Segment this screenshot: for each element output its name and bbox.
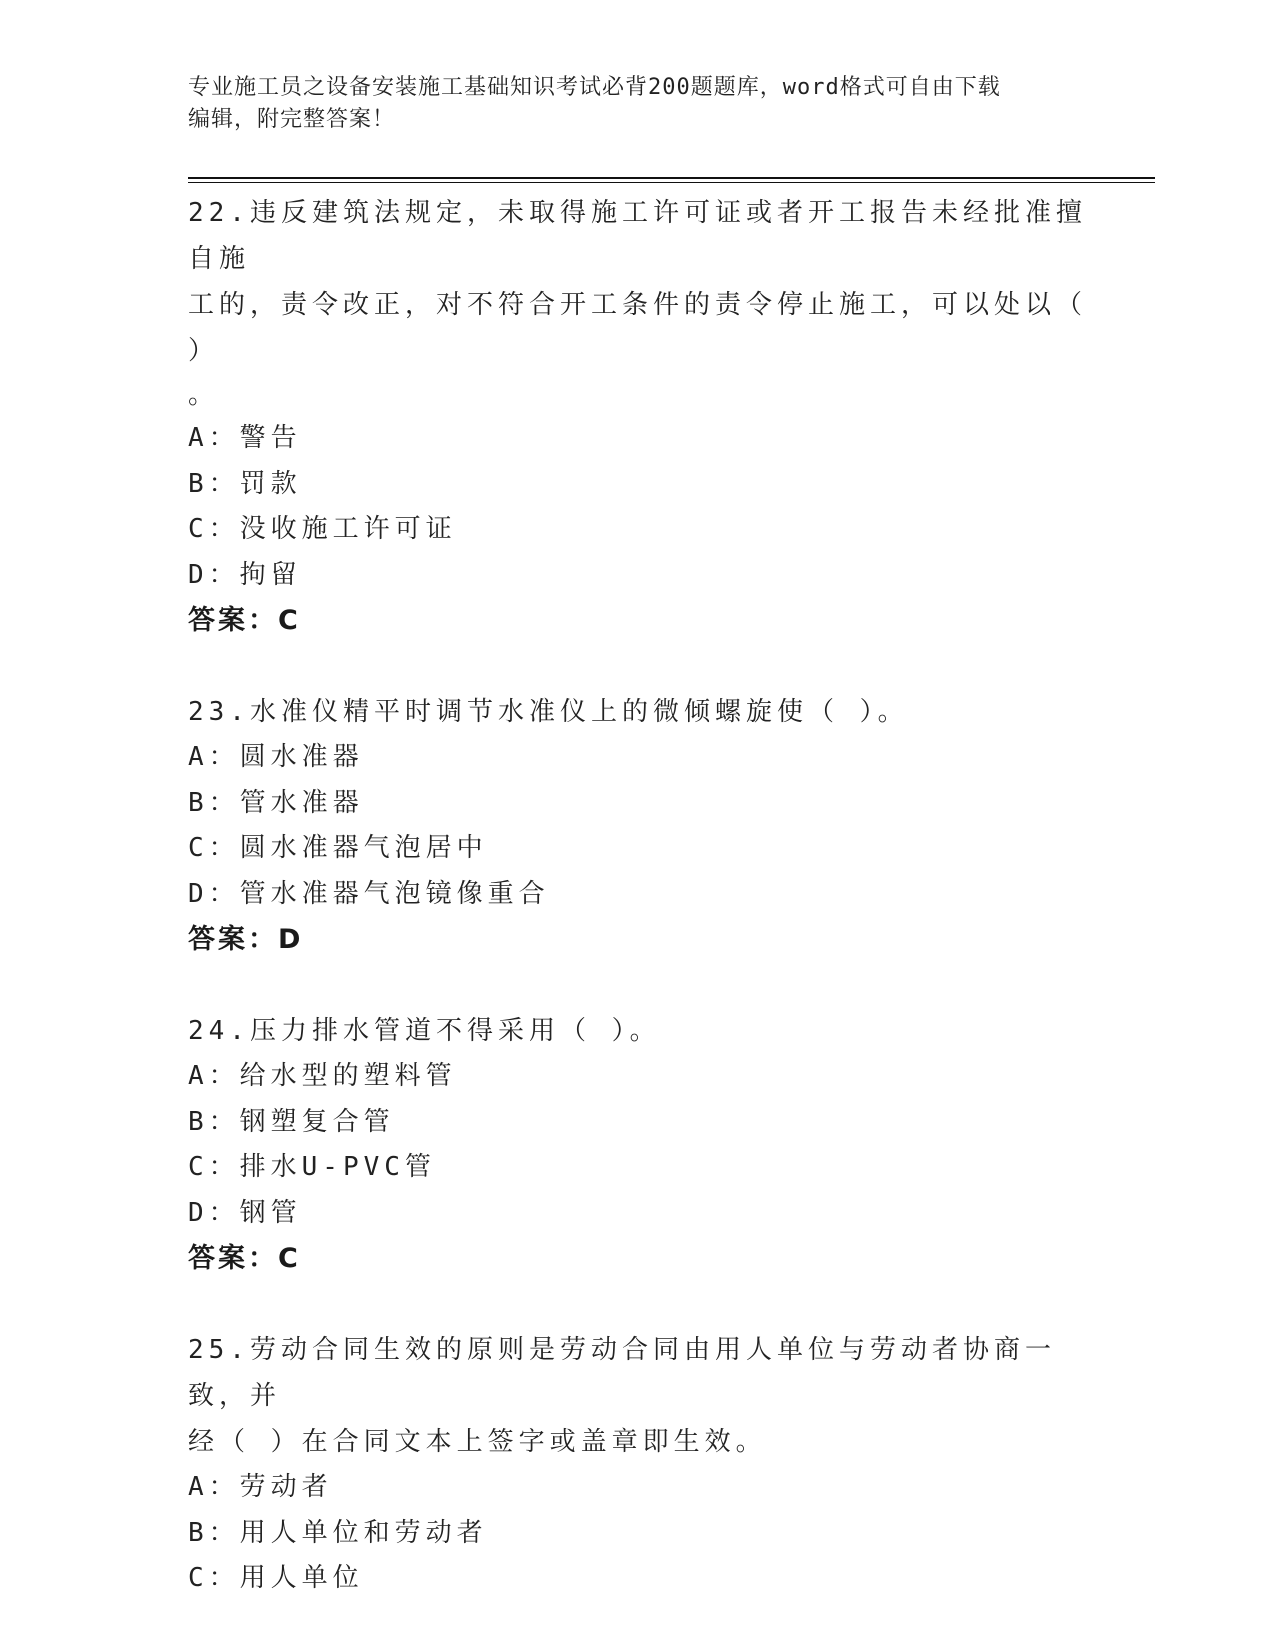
option-a: A：圆水准器 bbox=[188, 742, 364, 772]
option-b: B：管水准器 bbox=[188, 787, 364, 818]
document-header bbox=[188, 72, 1068, 136]
option-c: C：排水U-PVC管 bbox=[188, 1152, 436, 1182]
header-divider-thick bbox=[188, 177, 1155, 179]
question-24 bbox=[188, 1008, 1088, 1282]
header-line-1: 专业施工员之设备安装施工基础知识考试必背200题题库，word格式可自由下载 bbox=[188, 75, 1001, 100]
option-b: B：用人单位和劳动者 bbox=[188, 1517, 488, 1548]
option-b: B：罚款 bbox=[188, 468, 302, 499]
option-d: D：管水准器气泡镜像重合 bbox=[188, 878, 550, 909]
question-text: 工的，责令改正，对不符合开工条件的责令停止施工，可以处以（ ） bbox=[188, 290, 1088, 366]
option-d: D：钢管 bbox=[188, 1197, 302, 1228]
option-a: A：给水型的塑料管 bbox=[188, 1061, 457, 1091]
option-c: C：用人单位 bbox=[188, 1563, 364, 1593]
option-c: C：圆水准器气泡居中 bbox=[188, 833, 488, 863]
question-text: 经（ ）在合同文本上签字或盖章即生效。 bbox=[188, 1427, 767, 1457]
question-list bbox=[188, 190, 1088, 1647]
answer: 答案：D bbox=[188, 924, 304, 955]
question-23 bbox=[188, 689, 1088, 963]
question-25 bbox=[188, 1327, 1088, 1602]
answer: 答案：C bbox=[188, 605, 301, 636]
option-b: B：钢塑复合管 bbox=[188, 1106, 395, 1137]
option-a: A：警告 bbox=[188, 423, 302, 453]
question-text: 24.压力排水管道不得采用（ ）。 bbox=[188, 1016, 661, 1046]
question-text: 。 bbox=[188, 380, 220, 410]
question-text: 25.劳动合同生效的原则是劳动合同由用人单位与劳动者协商一致，并 bbox=[188, 1335, 1056, 1411]
option-c: C：没收施工许可证 bbox=[188, 514, 457, 544]
header-divider-thin bbox=[188, 182, 1155, 183]
option-d: D：拘留 bbox=[188, 559, 302, 590]
question-text: 22.违反建筑法规定，未取得施工许可证或者开工报告未经批准擅自施 bbox=[188, 198, 1087, 274]
header-line-2: 编辑，附完整答案！ bbox=[188, 107, 396, 132]
question-text: 23.水准仪精平时调节水准仪上的微倾螺旋使（ ）。 bbox=[188, 697, 909, 727]
option-a: A：劳动者 bbox=[188, 1472, 333, 1502]
question-22 bbox=[188, 190, 1088, 644]
answer: 答案：C bbox=[188, 1243, 301, 1274]
